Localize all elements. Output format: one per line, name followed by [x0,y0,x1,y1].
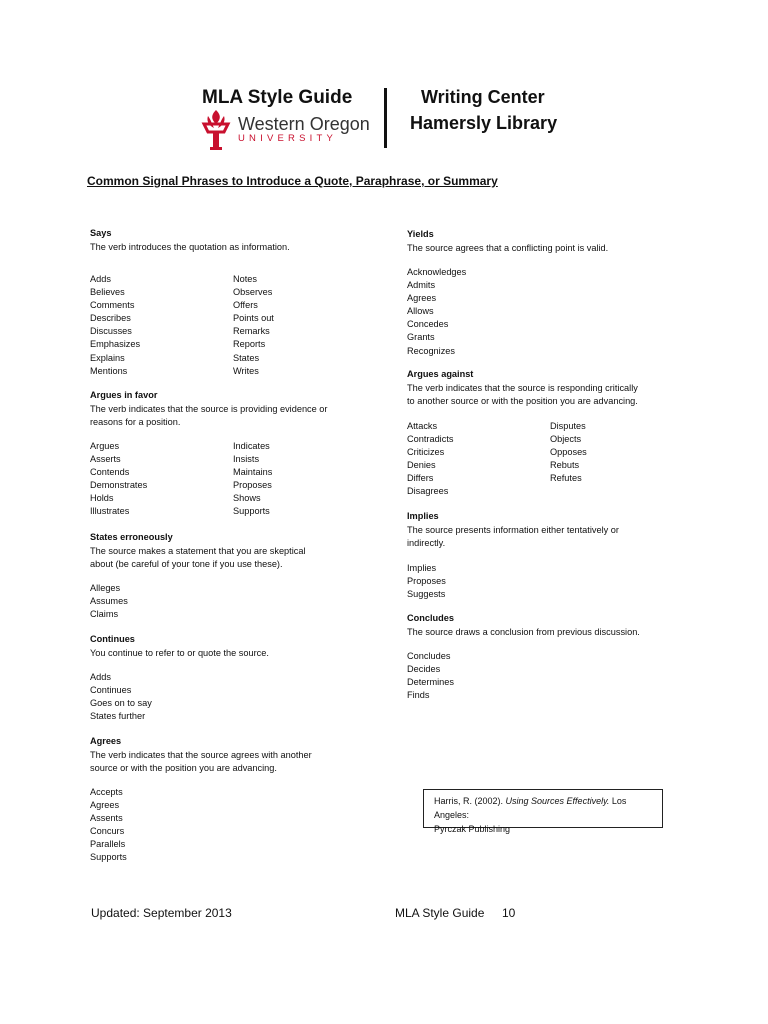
section-desc-states-2: about (be careful of your tone if you use these). [90,559,283,569]
citation-box [423,789,663,834]
list-item: Notes [233,274,258,284]
says-list-2 [233,273,274,378]
list-item: Describes [90,313,131,324]
list-item: Criticizes [407,447,445,458]
list-item: Decides [407,664,441,675]
torch-icon [200,108,232,152]
list-item: Argues [90,441,120,451]
list-item: Believes [90,287,125,298]
list-item: Grants [407,332,435,343]
list-item: Asserts [90,454,121,465]
section-desc-concludes: The source draws a conclusion from previous discussion. [407,627,640,637]
section-heading-yields: Yields [407,229,434,239]
section-desc-against-2: to another source or with the position you are advancing. [407,396,638,406]
list-item: Rebuts [550,460,580,471]
citation-place: Los Angeles: [434,796,627,820]
list-item: Insists [233,454,260,465]
list-item: Mentions [90,365,128,376]
citation-line-2: Pyrczak Publishing [434,824,511,834]
logo-university: UNIVERSITY [238,133,338,144]
library-name: Hamersly Library [410,113,558,133]
footer-guide: MLA Style Guide [395,906,485,920]
list-item: Supports [233,506,270,517]
list-item: Admits [407,280,436,291]
footer-page-number: 10 [502,906,516,920]
list-item: Allows [407,306,434,317]
citation-title: Using Sources Effectively. [505,796,610,806]
list-item: Attacks [407,421,438,431]
list-item: Refutes [550,473,582,484]
section-heading-agrees: Agrees [90,736,122,746]
list-item: Supports [90,852,127,863]
list-item: Contends [90,467,130,478]
section-desc-argues-2: reasons for a position. [90,417,181,427]
section-heading-continues: Continues [90,634,135,644]
list-item: Differs [407,473,434,484]
list-item: Contradicts [407,434,454,445]
section-heading-concludes: Concludes [407,613,454,623]
section-heading-says: Says [90,228,112,238]
continues-list [90,671,152,723]
list-item: Writes [233,365,259,376]
list-item: Implies [407,563,437,573]
list-item: States [233,352,260,363]
list-item: Remarks [233,326,270,337]
yields-list [407,266,466,358]
list-item: Alleges [90,583,121,593]
section-desc-states-1: The source makes a statement that you are skeptical [90,546,306,556]
section-desc-agrees-2: source or with the position you are advancing. [90,763,277,773]
section-desc-against-1: The verb indicates that the source is responding critically [407,383,638,393]
list-item: Proposes [233,480,272,491]
list-item: Explains [90,352,125,363]
list-item: Reports [233,339,266,350]
list-item: Comments [90,300,135,311]
list-item: Adds [90,672,111,682]
list-item: Determines [407,677,454,688]
section-desc-implies-1: The source presents information either tentatively or [407,525,619,535]
citation-line-1 [434,794,652,822]
list-item: Finds [407,690,430,701]
list-item: Disputes [550,421,586,431]
list-item: Assumes [90,596,128,607]
list-item: Points out [233,313,274,324]
footer-updated: Updated: September 2013 [91,906,232,920]
list-item: Concludes [407,651,451,661]
list-item: Offers [233,300,258,311]
list-item: Demonstrates [90,480,148,491]
list-item: Parallels [90,839,126,850]
list-item: Recognizes [407,345,456,356]
argues-list-2 [233,440,272,519]
logo-name: Western Oregon [238,114,370,134]
list-item: Emphasizes [90,339,141,350]
section-heading-against: Argues against [407,369,474,379]
list-item: States further [90,711,146,722]
list-item: Denies [407,460,436,471]
list-item: Acknowledges [407,267,467,277]
section-heading-argues: Argues in favor [90,390,158,400]
header-divider [384,88,387,148]
concludes-list [407,650,454,702]
list-item: Indicates [233,441,270,451]
section-desc-yields: The source agrees that a conflicting point is valid. [407,243,609,253]
list-item: Shows [233,493,261,504]
says-list-1 [90,273,140,378]
list-item: Illustrates [90,506,130,517]
against-list-2 [550,420,587,485]
list-item: Holds [90,493,114,504]
university-logo [200,108,370,152]
page-subtitle: Common Signal Phrases to Introduce a Quote, Paraphrase, or Summary [87,174,498,188]
list-item: Assents [90,813,123,824]
agrees-list [90,786,127,865]
section-desc-continues: You continue to refer to or quote the source. [90,648,269,658]
list-item: Opposes [550,447,587,458]
list-item: Agrees [407,293,437,304]
list-item: Claims [90,609,119,620]
argues-list-1 [90,440,147,519]
list-item: Observes [233,287,273,298]
section-heading-states: States erroneously [90,532,173,542]
list-item: Adds [90,274,111,284]
section-desc-argues-1: The verb indicates that the source is providing evidence or [90,404,328,414]
list-item: Maintains [233,467,273,478]
list-item: Disagrees [407,486,449,497]
list-item: Discusses [90,326,132,337]
list-item: Continues [90,685,132,696]
citation-author: Harris, R. (2002). [434,796,506,806]
page-title: MLA Style Guide [202,87,353,108]
list-item: Goes on to say [90,698,152,709]
against-list-1 [407,420,453,499]
writing-center: Writing Center [421,87,545,107]
section-heading-implies: Implies [407,511,439,521]
section-desc-says: The verb introduces the quotation as information. [90,242,290,252]
list-item: Suggests [407,589,446,600]
section-desc-agrees-1: The verb indicates that the source agrees with another [90,750,312,760]
list-item: Accepts [90,787,123,797]
list-item: Proposes [407,576,446,587]
section-desc-implies-2: indirectly. [407,538,446,548]
list-item: Objects [550,434,582,445]
implies-list [407,562,446,601]
states-list [90,582,128,621]
list-item: Agrees [90,800,120,811]
list-item: Concurs [90,826,125,837]
list-item: Concedes [407,319,449,330]
